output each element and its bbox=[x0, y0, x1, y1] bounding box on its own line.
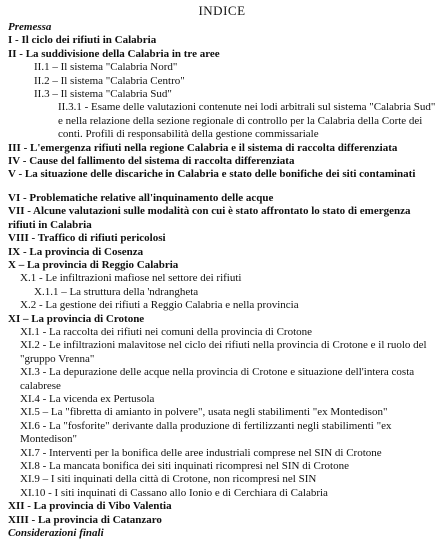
toc-entry-section-2-3: II.3 – Il sistema "Calabria Sud" bbox=[34, 88, 172, 101]
toc-entry-chapter-12: XII - La provincia di Vibo Valentia bbox=[8, 500, 172, 513]
toc-entry-section-11-3: XI.3 - La depurazione delle acque nella provincia di Crotone e situazione dell'intera costa calabrese bbox=[20, 366, 415, 392]
toc-entry-section-10-1: X.1 - Le infiltrazioni mafiose nel settore dei rifiuti bbox=[20, 272, 242, 285]
toc-entry-chapter-3: III - L'emergenza rifiuti nella regione Calabria e il sistema di raccolta differenziata bbox=[8, 141, 398, 154]
toc-entry-considerazioni-finali: Considerazioni finali bbox=[8, 527, 104, 540]
toc-entry-section-10-2: X.2 - La gestione dei rifiuti a Reggio Calabria e nella provincia bbox=[20, 299, 299, 312]
toc-entry-section-11-2: XI.2 - Le infiltrazioni malavitose nel ciclo dei rifiuti nella provincia di Crotone e il ruolo del "gruppo Vrenna" bbox=[20, 339, 427, 365]
toc-entry-chapter-13: XIII - La provincia di Catanzaro bbox=[8, 513, 162, 526]
toc-entry-chapter-8: VIII - Traffico di rifiuti pericolosi bbox=[8, 232, 166, 245]
table-of-contents bbox=[8, 21, 438, 540]
toc-entry-chapter-10: X – La provincia di Reggio Calabria bbox=[8, 258, 179, 271]
toc-entry-section-11-8: XI.8 - La mancata bonifica dei siti inquinati ricompresi nel SIN di Crotone bbox=[20, 460, 349, 472]
toc-entry-chapter-4: IV - Cause del fallimento del sistema di raccolta differenziata bbox=[8, 155, 295, 168]
toc-entry-section-10-1-1: X.1.1 – La struttura della 'ndrangheta bbox=[34, 285, 199, 298]
toc-entry-premessa: Premessa bbox=[8, 21, 52, 33]
toc-entry-section-2-1: II.1 – Il sistema "Calabria Nord" bbox=[34, 61, 178, 74]
toc-entry-chapter-5: V - La situazione delle discariche in Calabria e stato delle bonifiche dei siti contaminati bbox=[8, 168, 416, 181]
toc-entry-section-2-3-1: II.3.1 - Esame delle valutazioni contenute nei lodi arbitrali sul sistema "Calabria Sud" e nella relazione della sezione regionale di controllo per la Calabria della Corte dei conti. Profili di responsabilità della gestione commissariale bbox=[58, 101, 436, 141]
toc-entry-section-11-6: XI.6 - La "fosforite" derivante dalla produzione di fertilizzanti negli stabilimenti "ex Montedison" bbox=[20, 419, 392, 446]
toc-entry-section-11-10: XI.10 - I siti inquinati di Cassano allo Ionio e di Cerchiara di Calabria bbox=[20, 486, 328, 499]
page-title: INDICE bbox=[198, 3, 246, 18]
toc-entry-chapter-6: VI - Problematiche relative all'inquinamento delle acque bbox=[8, 191, 274, 204]
toc-entry-chapter-2: II - La suddivisione della Calabria in tre aree bbox=[8, 47, 220, 60]
toc-entry-section-2-2: II.2 – Il sistema "Calabria Centro" bbox=[34, 74, 185, 87]
toc-entry-section-11-4: XI.4 - La vicenda ex Pertusola bbox=[20, 392, 155, 405]
toc-entry-section-11-9: XI.9 – I siti inquinati della città di Crotone, non ricompresi nel SIN bbox=[20, 473, 317, 486]
toc-entry-chapter-11: XI – La provincia di Crotone bbox=[8, 312, 145, 325]
toc-entry-chapter-1: I - Il ciclo dei rifiuti in Calabria bbox=[8, 34, 157, 47]
toc-entry-section-11-1: XI.1 - La raccolta dei rifiuti nei comuni della provincia di Crotone bbox=[20, 325, 313, 338]
toc-entry-chapter-9: IX - La provincia di Cosenza bbox=[8, 245, 144, 258]
toc-entry-chapter-7: VII - Alcune valutazioni sulle modalità con cui è stato affrontato lo stato di emergenza rifiuti in Calabria bbox=[8, 205, 411, 231]
toc-entry-section-11-5: XI.5 – La "fibretta di amianto in polvere", usata negli stabilimenti "ex Montedison" bbox=[20, 406, 388, 419]
toc-entry-section-11-7: XI.7 - Interventi per la bonifica delle aree industriali comprese nel SIN di Crotone bbox=[20, 446, 382, 459]
